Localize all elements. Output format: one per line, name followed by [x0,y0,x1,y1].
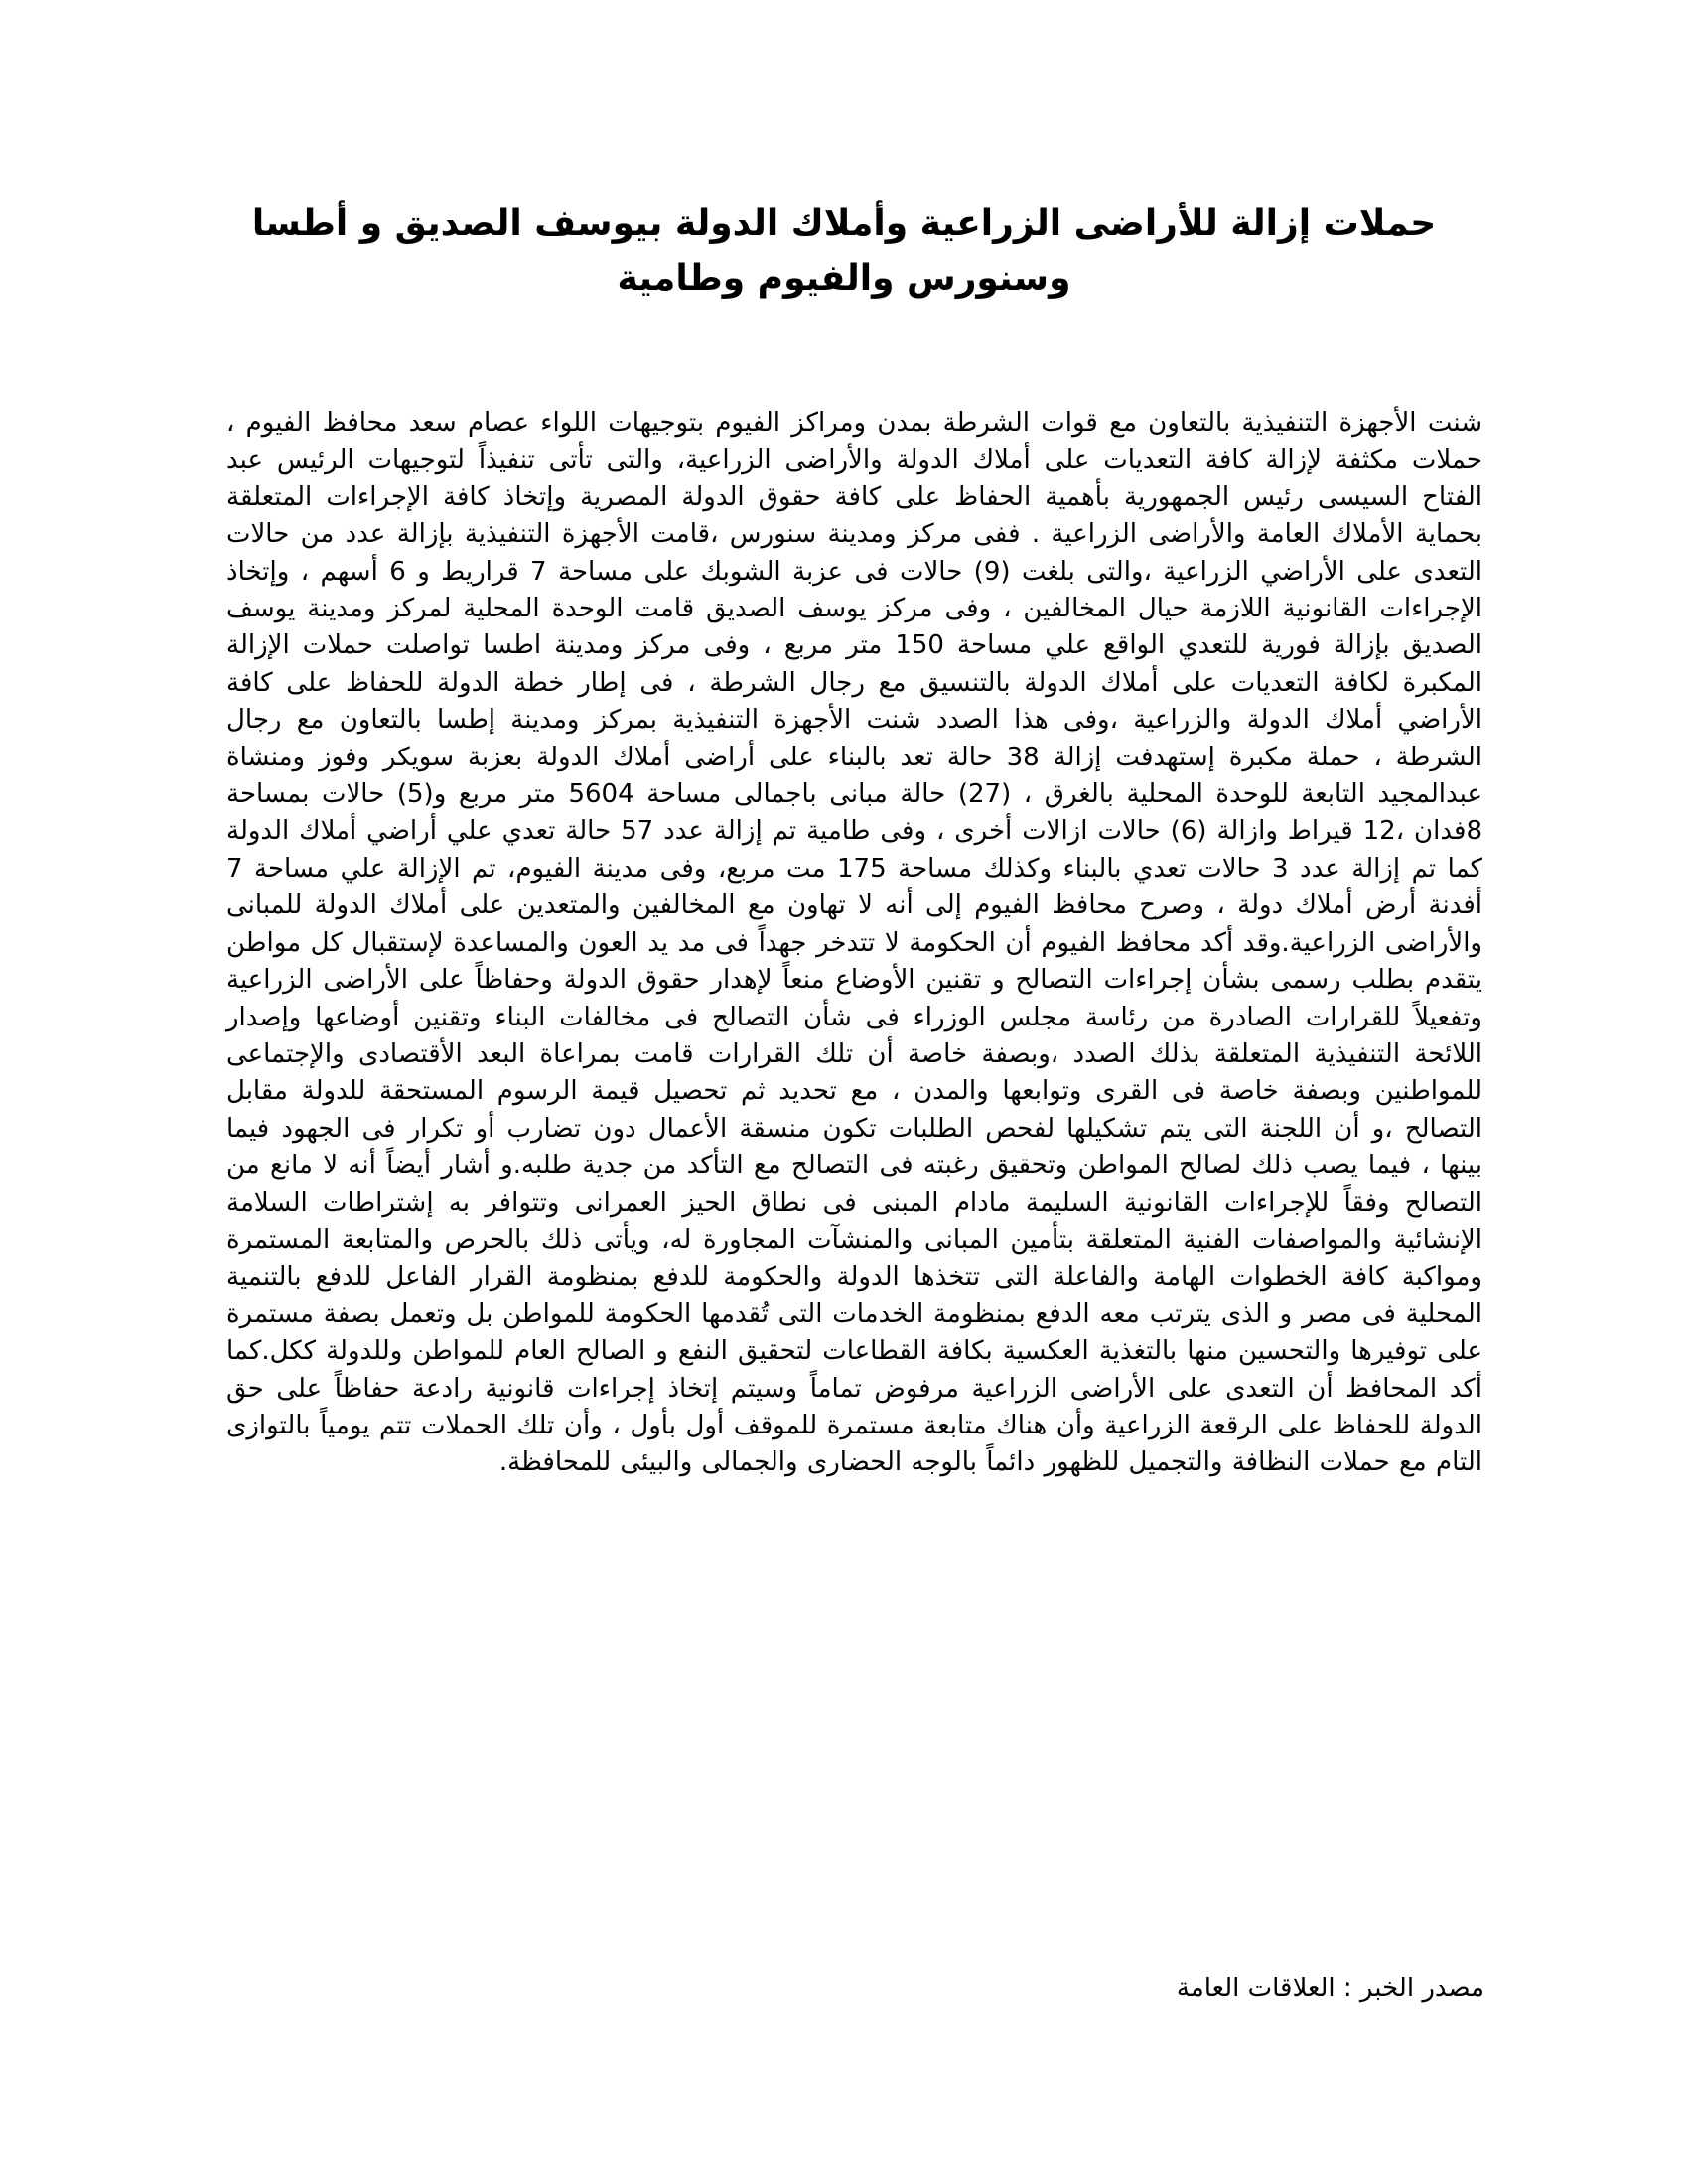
news-source: مصدر الخبر : العلاقات العامة [1176,1974,1484,2003]
article-body: شنت الأجهزة التنفيذية بالتعاون مع قوات الشرطة بمدن ومراكز الفيوم بتوجيهات اللواء عصام سعد محافظ الفيوم ، حملات مكثفة لإزالة كافة التعديات على أملاك الدولة والأراضى الزراعية، والتى تأتى تنفيذاً لتوجيهات الرئيس عبد الفتاح السيسى رئيس الجمهورية بأهمية الحفاظ على كافة حقوق الدولة المصرية وإتخاذ كافة الإجراءات المتعلقة بحماية الأملاك العامة والأراضى الزراعية . ففى مركز ومدينة سنورس ،قامت الأجهزة التنفيذية بإزالة عدد من حالات التعدى على الأراضي الزراعية ،والتى بلغت (9) حالات فى عزبة الشوبك على مساحة 7 قراريط و 6 أسهم ، وإتخاذ الإجراءات القانونية اللازمة حيال المخالفين ، وفى مركز يوسف الصديق قامت الوحدة المحلية لمركز ومدينة يوسف الصديق بإزالة فورية للتعدي الواقع علي مساحة 150 متر مربع ، وفى مركز ومدينة اطسا تواصلت حملات الإزالة المكبرة لكافة التعديات على أملاك الدولة بالتنسيق مع رجال الشرطة ، فى إطار خطة الدولة للحفاظ على كافة الأراضي أملاك الدولة والزراعية ،وفى هذا الصدد شنت الأجهزة التنفيذية بمركز ومدينة إطسا بالتعاون مع رجال الشرطة ، حملة مكبرة إستهدفت إزالة 38 حالة تعد بالبناء على أراضى أملاك الدولة بعزبة سويكر وفوز ومنشاة عبدالمجيد التابعة للوحدة المحلية بالغرق ، (27) حالة مبانى باجمالى مساحة 5604 متر مربع و(5) حالات بمساحة 8فدان ،12 قيراط وازالة (6) حالات ازالات أخرى ، وفى طامية تم إزالة عدد 57 حالة تعدي علي أراضي أملاك الدولة كما تم إزالة عدد 3 حالات تعدي بالبناء وكذلك مساحة 175 مت مربع، وفى مدينة الفيوم، تم الإزالة علي مساحة 7 أفدنة أرض أملاك دولة ، وصرح محافظ الفيوم إلى أنه لا تهاون مع المخالفين والمتعدين على أملاك الدولة للمبانى والأراضى الزراعية.وقد أكد محافظ الفيوم أن الحكومة لا تتدخر جهداً فى مد يد العون والمساعدة لإستقبال كل مواطن يتقدم بطلب رسمى بشأن إجراءات التصالح و تقنين الأوضاع منعاً لإهدار حقوق الدولة وحفاظاً على الأراضى الزراعية وتفعيلاً للقرارات الصادرة من رئاسة مجلس الوزراء فى شأن التصالح فى مخالفات البناء وتقنين أوضاعها وإصدار اللائحة التنفيذية المتعلقة بذلك الصدد ،وبصفة خاصة أن تلك القرارات قامت بمراعاة البعد الأقتصادى والإجتماعى للمواطنين وبصفة خاصة فى القرى وتوابعها والمدن ، مع تحديد ثم تحصيل قيمة الرسوم المستحقة للدولة مقابل التصالح ،و أن اللجنة التى يتم تشكيلها لفحص الطلبات تكون منسقة الأعمال دون تضارب أو تكرار فى الجهود فيما بينها ، فيما يصب ذلك لصالح المواطن وتحقيق رغبته فى التصالح مع التأكد من جدية طلبه.و أشار أيضاً أنه لا مانع من التصالح وفقاً للإجراءات القانونية السليمة مادام المبنى فى نطاق الحيز العمرانى وتتوافر به إشتراطات السلامة الإنشائية والمواصفات الفنية المتعلقة بتأمين المبانى والمنشآت المجاورة له، ويأتى ذلك بالحرص والمتابعة المستمرة ومواكبة كافة الخطوات الهامة والفاعلة التى تتخذها الدولة والحكومة للدفع بمنظومة القرار الفاعل للدفع بالتنمية المحلية فى مصر و الذى يترتب معه الدفع بمنظومة الخدمات التى تُقدمها الحكومة للمواطن بل وتعمل بصفة مستمرة على توفيرها والتحسين منها بالتغذية العكسية بكافة القطاعات لتحقيق النفع و الصالح العام للمواطن وللدولة ككل.كما أكد المحافظ أن التعدى على الأراضى الزراعية مرفوض تماماً وسيتم إتخاذ إجراءات قانونية رادعة حفاظاً على حق الدولة للحفاظ على الرقعة الزراعية وأن هناك متابعة مستمرة للموقف أول بأول ، وأن تلك الحملات تتم يومياً بالتوازى التام مع حملات النظافة والتجميل للظهور دائماً بالوجه الحضارى والجمالى والبيئى للمحافظة. [226,408,1483,1478]
article-title: حملات إزالة للأراضى الزراعية وأملاك الدولة بيوسف الصديق و أطسا وسنورس والفيوم وطامية [251,204,1437,299]
